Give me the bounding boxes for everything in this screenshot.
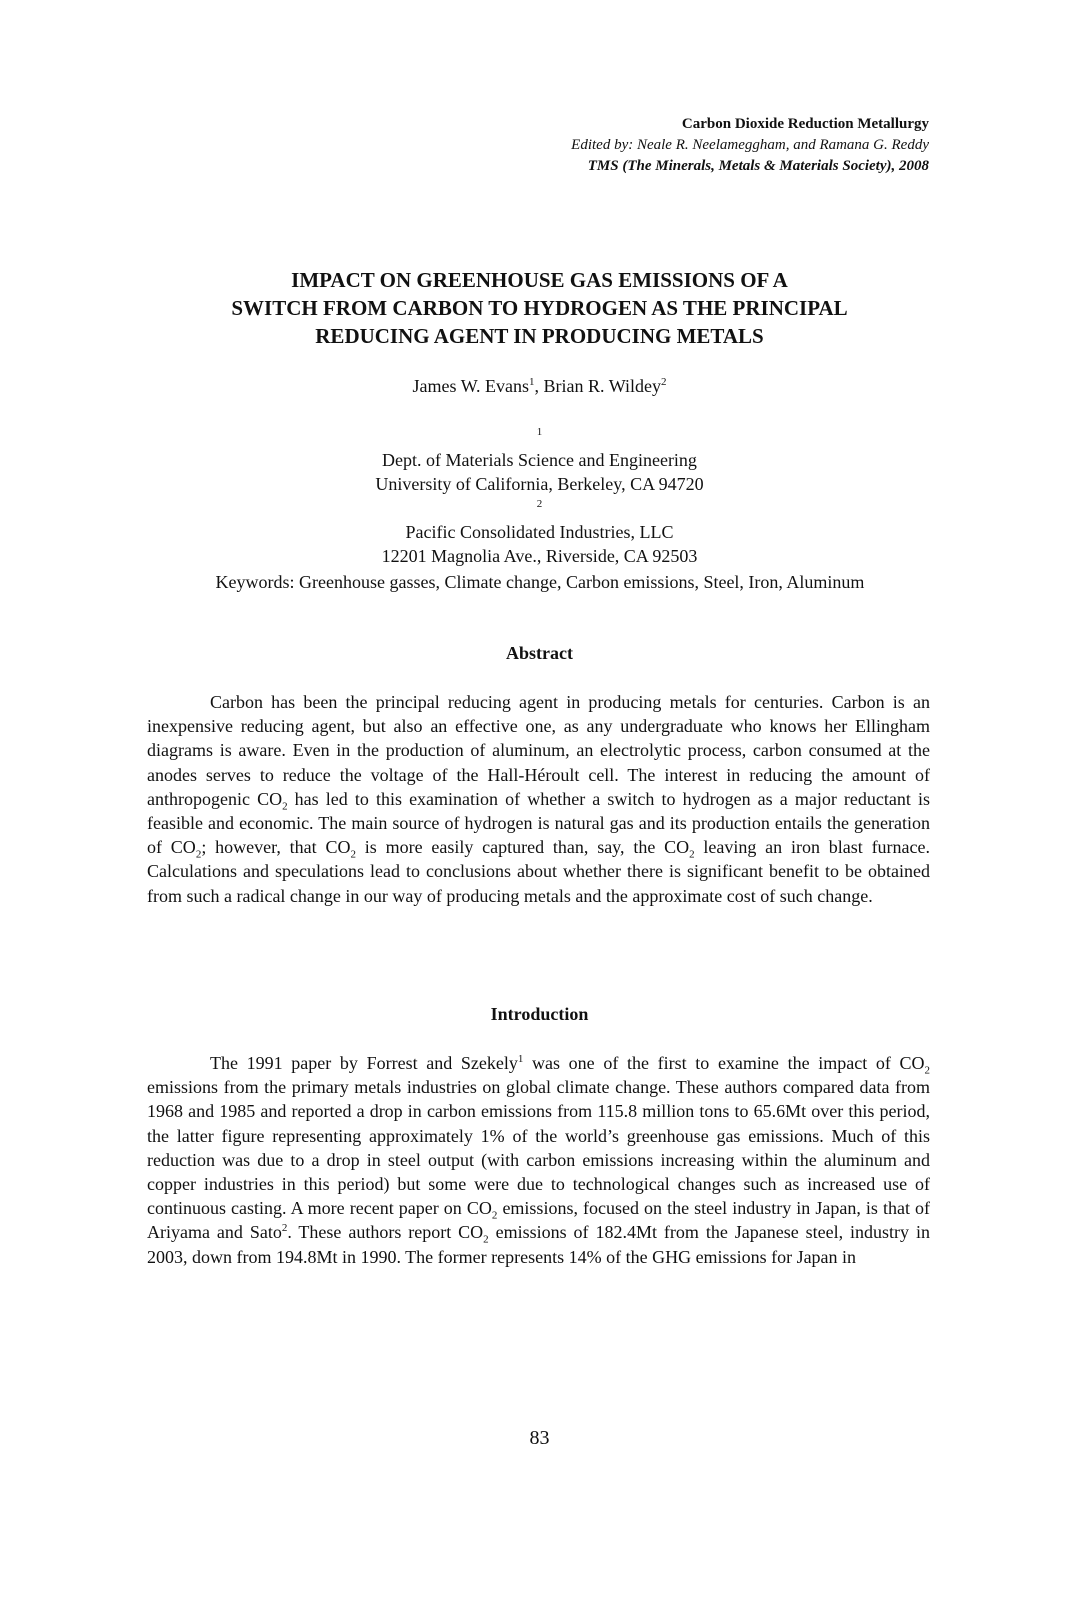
subscript: 2 — [491, 1209, 498, 1222]
subscript: 2 — [689, 848, 695, 861]
subscript: 2 — [282, 800, 288, 813]
affiliations — [0, 424, 1079, 568]
intro-text-1: The 1991 paper by Forrest and Szekely — [210, 1053, 518, 1073]
affiliation-1-dept: Dept. of Materials Science and Engineering — [382, 450, 697, 470]
reference-mark: 1 — [517, 1053, 524, 1065]
abstract-heading: Abstract — [506, 643, 573, 663]
title-line-2: SWITCH FROM CARBON TO HYDROGEN AS THE PRINCIPAL — [231, 296, 848, 320]
abstract-text-2: has led to this examination of whether a switch to hydrogen as a major reductant is feasible and economic. The main source of hydrogen is natural gas and its production entails the generation of CO — [147, 788, 931, 858]
abstract-text-5: leaving an iron blast furnace. Calculations and speculations lead to conclusions about whether there is significant benefit to be obtained from such a radical change in our way of producing metals and the approximate cost of such change. — [147, 837, 931, 906]
affiliation-1-line-1 — [0, 424, 1079, 472]
author-list — [0, 376, 1079, 397]
author-2-name: Brian R. Wildey — [543, 376, 661, 396]
intro-text-2: was one of the first to examine the impact of CO — [523, 1053, 925, 1073]
affiliation-2-line-2: 12201 Magnolia Ave., Riverside, CA 92503 — [381, 546, 698, 566]
author-2-affiliation-mark: 2 — [660, 376, 667, 388]
author-1-affiliation-mark: 1 — [529, 376, 535, 388]
introduction-paragraph — [147, 1051, 930, 1269]
intro-text-6: emissions of 182.4Mt from the Japanese steel, industry in 2003, down from 194.8Mt in 1990. The former represents 14% of the GHG emissions for Japan in — [147, 1222, 930, 1267]
affiliation-1-mark: 1 — [536, 426, 543, 438]
book-editors: Edited by: Neale R. Neelameggham, and Ramana G. Reddy — [571, 137, 929, 153]
title-line-3: REDUCING AGENT IN PRODUCING METALS — [315, 324, 764, 348]
page-number: 83 — [529, 1427, 550, 1449]
subscript: 2 — [483, 1234, 489, 1247]
keywords: Keywords: Greenhouse gasses, Climate change, Carbon emissions, Steel, Iron, Aluminum — [215, 572, 865, 592]
book-title: Carbon Dioxide Reduction Metallurgy — [681, 116, 929, 132]
book-publisher: TMS (The Minerals, Metals & Materials Society), 2008 — [587, 158, 929, 174]
introduction-heading: Introduction — [490, 1004, 589, 1024]
paper-title — [0, 266, 1079, 350]
intro-text-3: emissions from the primary metals industries on global climate change. These authors compared data from 1968 and 1985 and reported a drop in carbon emissions from 115.8 million tons to 65.6Mt over this period, the latter figure representing approximately 1% of the world’s greenhouse gas emissions. Much of this reduction was due to a drop in steel output (with carbon emissions increasing within the aluminum and copper industries in this period) but some were due to technological changes such as increased use of continuous casting. A more recent paper on CO — [147, 1077, 930, 1219]
abstract-text-1: Carbon has been the principal reducing agent in producing metals for centuries. Carbon is an inexpensive reducing agent, but also an effective one, as any undergraduate who knows her Ellingham diagrams is aware. Even in the production of aluminum, an electrolytic process, carbon consumed at the anodes serves to reduce the voltage of the Hall-Héroult cell. The interest in reducing the amount of anthropogenic CO — [147, 692, 930, 809]
intro-text-4: emissions, focused on the steel industry in Japan, is that of Ariyama and Sato — [147, 1198, 931, 1243]
abstract-text-4: is more easily captured than, say, the CO — [355, 837, 690, 858]
affiliation-2-line-1 — [0, 496, 1079, 544]
affiliation-2-mark: 2 — [536, 498, 543, 510]
abstract-paragraph — [147, 690, 930, 908]
affiliation-1-line-2: University of California, Berkeley, CA 94720 — [375, 474, 704, 494]
book-header — [571, 114, 929, 177]
affiliation-2-company: Pacific Consolidated Industries, LLC — [405, 522, 674, 542]
subscript: 2 — [195, 848, 202, 861]
intro-text-5: . These authors report CO — [287, 1222, 484, 1243]
subscript: 2 — [924, 1064, 931, 1077]
reference-mark: 2 — [281, 1222, 288, 1235]
author-separator: , — [534, 376, 544, 396]
title-line-1: IMPACT ON GREENHOUSE GAS EMISSIONS OF A — [291, 268, 788, 292]
author-1-name: James W. Evans — [412, 376, 530, 396]
subscript: 2 — [350, 848, 356, 861]
abstract-text-3: ; however, that CO — [201, 837, 351, 858]
